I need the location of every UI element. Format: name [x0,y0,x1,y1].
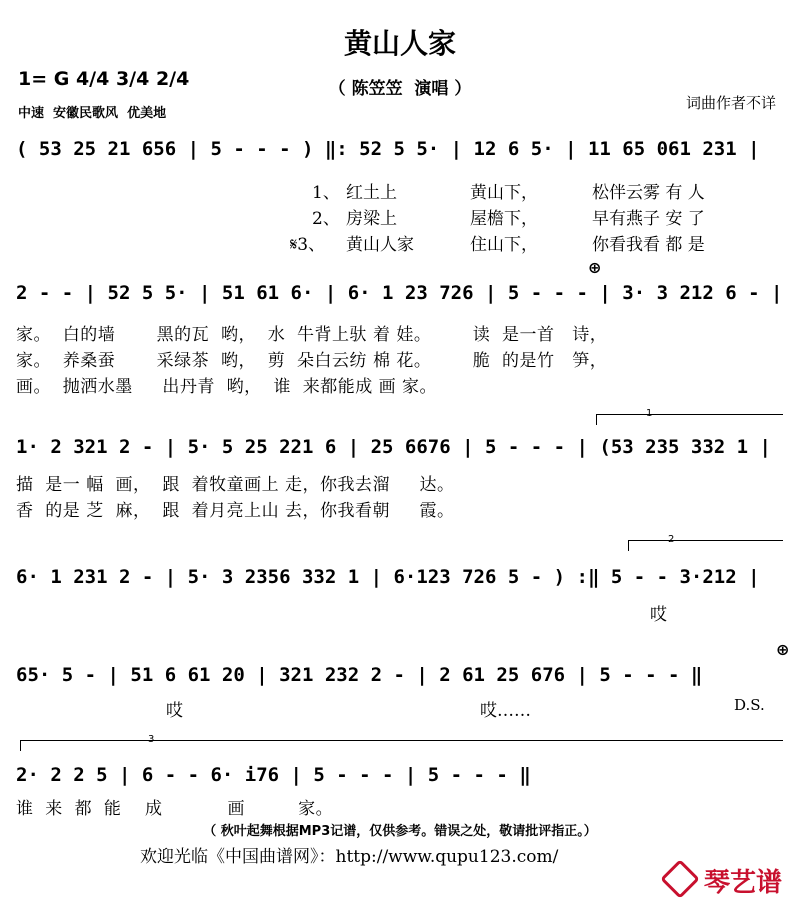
lyric-row-6: 谁 来 都 能 成 画 家。 [16,799,334,819]
volta-bracket-2 [628,540,783,551]
logo [666,862,782,899]
notation-row-5: 65· 5 - | 51 6 61 20 | 321 232 2 - | 2 61 25 676 | 5 - - - ‖ [16,664,703,686]
volta-label-2: 2 [668,534,675,545]
coda-sign-icon: ⊕ [776,640,790,659]
composer-credit: 词曲作者不详 [685,94,776,112]
lyric-row-5-b: 哎…… [480,701,531,721]
lyric-row-3-verse-1: 描 是一 幅 画， 跟 着牧童画上 走，你我去溜 达。 [16,475,455,495]
notation-row-1: ( 53 25 21 656 | 5 - - - ) ‖: 52 5 5· | 12 6 5· | 11 65 061 231 | [16,138,760,160]
singer-credit: （ 陈笠笠 演唱 ） [328,79,472,99]
notation-row-3: 1· 2 321 2 - | 5· 5 25 221 6 | 25 6676 | 5 - - - | (53 235 332 1 | [16,436,771,458]
verse-1-line-c: 松伴云雾 有 人 [592,183,705,203]
lyric-row-2-verse-3: 画。 抛洒水墨 出丹青 哟， 谁 来都能成 画 家。 [16,377,438,397]
lyric-row-3-verse-2: 香 的是 芝 麻， 跟 着月亮上山 去，你我看朝 霞。 [16,501,455,521]
volta-label-3: 3 [148,734,155,745]
transcription-note: （ 秋叶起舞根据MP3记谱，仅供参考。错误之处，敬请批评指正。） [203,824,597,839]
logo-text: 琴艺谱 [703,868,782,898]
site-link[interactable]: 欢迎光临《中国曲谱网》：http://www.qupu123.com/ [140,847,559,867]
logo-icon [660,859,700,899]
key-time-signature: 1= G 4/4 3/4 2/4 [18,68,190,90]
lyric-row-2-verse-2: 家。 养桑蚕 采绿茶 哟， 剪 朵白云纺 棉 花。 脆 的是竹 笋， [16,351,608,371]
verse-2-line-c: 早有燕子 安 了 [592,209,705,229]
verse-2-line-a: 房梁上 [346,209,397,229]
dal-segno-mark: D.S. [734,696,765,714]
tempo-style: 中速 安徽民歌风 优美地 [18,106,167,121]
verse-3-line-c: 你看我看 都 是 [592,235,705,255]
lyric-row-2-verse-1: 家。 白的墙 黑的瓦 哟， 水 牛背上驮 着 娃。 读 是一首 诗， [16,325,608,345]
verse-1-line-b: 黄山下， [470,183,538,203]
notation-row-6: 2· 2 2 5 | 6 - - 6· i76 | 5 - - - | 5 - - - ‖ [16,764,531,786]
song-title: 黄山人家 [343,27,456,60]
coda-sign-icon: ⊕ [588,258,602,277]
verse-2-line-b: 屋檐下， [470,209,538,229]
notation-row-2: 2 - - | 52 5 5· | 51 61 6· | 6· 1 23 726 | 5 - - - | 3· 3 212 6 - | [16,282,783,304]
verse-1-line-a: 红土上 [346,183,397,203]
verse-2-marker: 2、 [312,209,340,229]
volta-bracket-1 [596,414,783,425]
verse-3-marker: 𝄋3、 [290,235,326,255]
volta-label-1: 1 [646,408,653,419]
verse-3-line-b: 住山下， [470,235,538,255]
volta-bracket-3 [20,740,783,751]
notation-row-4: 6· 1 231 2 - | 5· 3 2356 332 1 | 6·123 726 5 - ) :‖ 5 - - 3·212 | [16,566,760,588]
lyric-row-4: 哎 [650,605,667,625]
verse-3-line-a: 黄山人家 [346,235,414,255]
verse-1-marker: 1、 [312,183,340,203]
lyric-row-5-a: 哎 [166,701,183,721]
